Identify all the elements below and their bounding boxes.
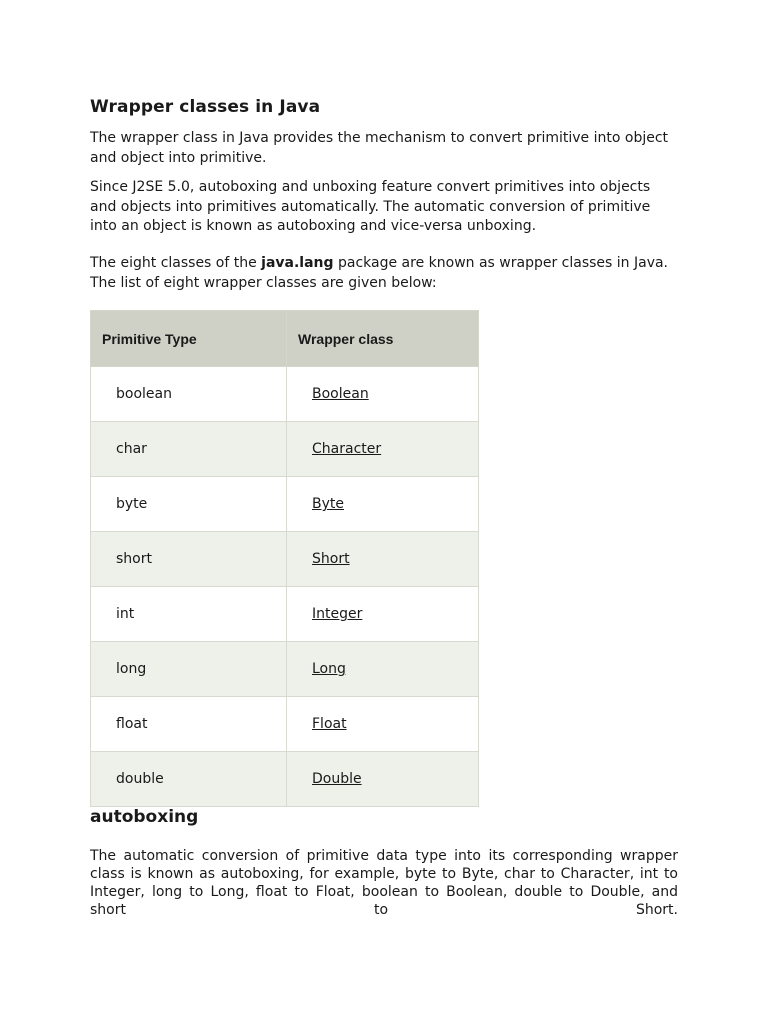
- wrapper-link-double[interactable]: Double: [312, 771, 362, 787]
- table-row: [91, 642, 479, 697]
- package-name: java.lang: [261, 255, 334, 271]
- autoboxing-paragraph: The automatic conversion of primitive data type into its corresponding wrapper class is known as autoboxing, for example, byte to Byte, char to Character, int to Integer, long to Long, float to Float, boolean to Boolean, double to Double, and short to Short.: [90, 848, 678, 918]
- wrapper-link-short[interactable]: Short: [312, 551, 350, 567]
- primitive-cell: short: [91, 532, 287, 587]
- wrapper-link-long[interactable]: Long: [312, 661, 346, 677]
- table-row: [91, 367, 479, 422]
- table-row: [91, 532, 479, 587]
- primitive-cell: float: [91, 697, 287, 752]
- table-row: [91, 477, 479, 532]
- header-primitive-type: Primitive Type: [91, 311, 287, 367]
- primitive-cell: long: [91, 642, 287, 697]
- wrapper-cell: [287, 587, 479, 642]
- table-row: [91, 422, 479, 477]
- table-row: [91, 587, 479, 642]
- wrapper-cell: [287, 422, 479, 477]
- table-row: [91, 752, 479, 807]
- eight-classes-text-end: package are known as wrapper classes in Java. The list of eight wrapper classes are given below:: [90, 255, 669, 291]
- table-row: [91, 697, 479, 752]
- eight-classes-text-start: The eight classes of the: [90, 255, 262, 271]
- wrapper-cell: [287, 477, 479, 532]
- page-title: Wrapper classes in Java: [90, 97, 321, 117]
- header-wrapper-class: Wrapper class: [287, 311, 479, 367]
- primitive-cell: byte: [91, 477, 287, 532]
- wrapper-cell: [287, 532, 479, 587]
- autoboxing-intro-paragraph: Since J2SE 5.0, autoboxing and unboxing feature convert primitives into objects and objects into primitives automatically. The automatic conversion of primitive into an object is known as autoboxing and vice-versa unboxing.: [90, 179, 651, 234]
- primitive-cell: boolean: [91, 367, 287, 422]
- autoboxing-heading: autoboxing: [90, 807, 199, 827]
- wrapper-classes-table: [90, 310, 479, 807]
- eight-classes-paragraph: [90, 254, 678, 293]
- wrapper-link-integer[interactable]: Integer: [312, 606, 363, 622]
- wrapper-link-character[interactable]: Character: [312, 441, 382, 457]
- wrapper-cell: [287, 752, 479, 807]
- primitive-cell: char: [91, 422, 287, 477]
- intro-paragraph: The wrapper class in Java provides the mechanism to convert primitive into object and object into primitive.: [90, 130, 669, 166]
- wrapper-link-boolean[interactable]: Boolean: [312, 386, 369, 402]
- primitive-cell: int: [91, 587, 287, 642]
- wrapper-cell: [287, 642, 479, 697]
- wrapper-link-byte[interactable]: Byte: [312, 496, 344, 512]
- wrapper-cell: [287, 367, 479, 422]
- table-header-row: [91, 311, 479, 367]
- primitive-cell: double: [91, 752, 287, 807]
- wrapper-link-float[interactable]: Float: [312, 716, 347, 732]
- wrapper-cell: [287, 697, 479, 752]
